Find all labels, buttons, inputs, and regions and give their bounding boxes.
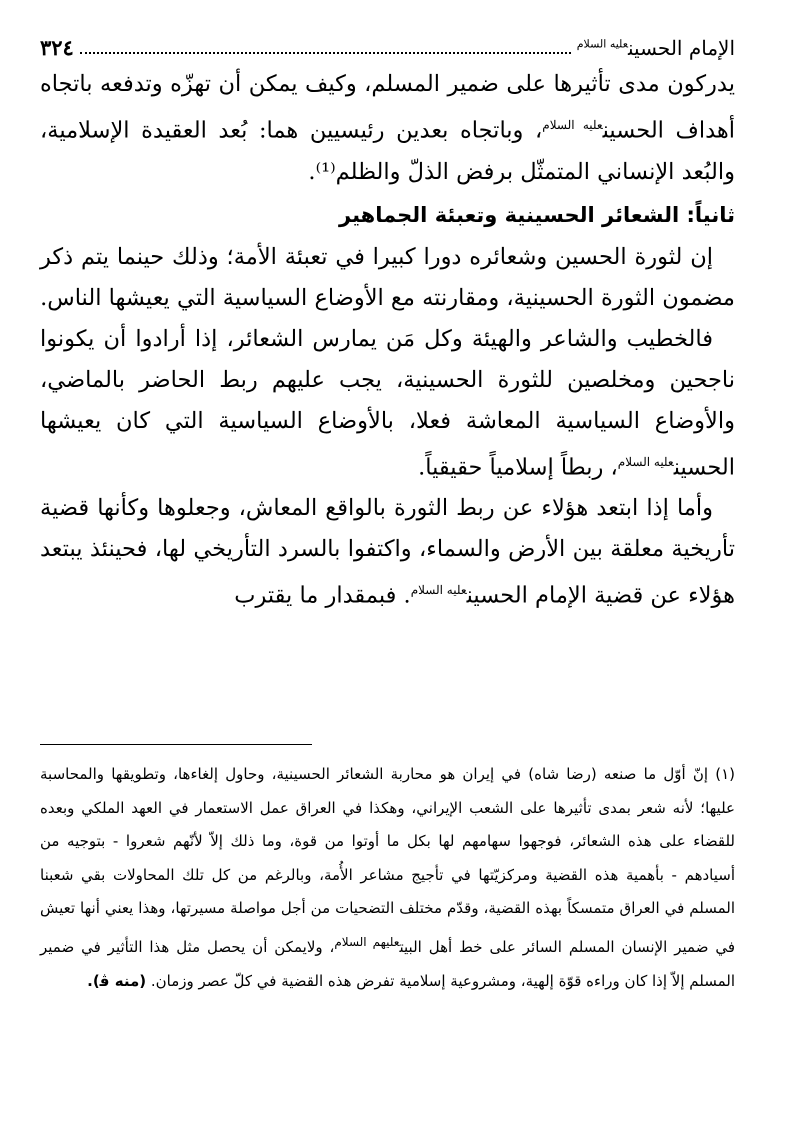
p4-text-a: وأما إذا ابتعد هؤلاء عن ربط الثورة بالواقع المعاش، وجعلوها وكأنها قضية تأريخية معلقة بين الأرض والسماء، واكتفوا بالسرد التأريخي لها، فحينئذ يبتعد هؤلاء عن قضية الإمام الحسين xyxy=(40,495,735,609)
paragraph-4 xyxy=(40,488,735,617)
honorific-mark: عليه السلام xyxy=(542,118,603,132)
main-text xyxy=(40,64,735,617)
p1-line2-a: أهداف الحسين xyxy=(602,117,736,144)
paragraph-2: إن لثورة الحسين وشعائره دورا كبيرا في تعبئة الأمة؛ وذلك حينما يتم ذكر مضمون الثورة الحسينية، ومقارنته مع الأوضاع السياسية التي يعيشها الناس. xyxy=(40,243,735,311)
p1-line2-b: ، وباتجاه بعدين رئيسيين هما: بُعد العقيدة الإسلامية، xyxy=(40,117,543,144)
p4-text-b: . فبمقدار ما يقترب xyxy=(234,582,411,609)
p3-text-a: فالخطيب والشاعر والهيئة وكل مَن يمارس الشعائر، إذا أرادوا أن يكونوا ناجحين ومخلصين للثورة الحسينية، يجب عليهم ربط الحاضر بالماضي، والأوضاع السياسية المعاشة فعلا، بالأوضاع السياسية التي كان يعيشها الحسين xyxy=(40,325,735,480)
running-title xyxy=(577,36,735,60)
honorific-mark: عليهم السلام xyxy=(334,934,400,949)
header-dot-leader xyxy=(80,52,571,54)
running-title-text: الإمام الحسين xyxy=(628,36,735,60)
footnote-text-a: (١) إنّ أوّل ما صنعه (رضا شاه) في إيران هو محاربة الشعائر الحسينية، وحاول إلغاءها، وتطويقها والمحاسبة عليها؛ لأنه شعر بمدى تأثيرها على الشعب الإيراني، وهكذا في العراق عمل الاستعمار في العهد الملكي وبعده للقضاء على هذه الشعائر، فوجهوا سهامهم لها بكل ما أوتوا من قوة، وما ذلك إلاّ لأنّهم شعروا - بتوجيه من أسيادهم - بأهمية هذه القضية ومركزيّتها في تأجيج مشاعر الأُمة، وبالرغم من كل تلك المحاولات بقي شعبنا المسلم في العراق متمسكاً بهذه القضية، وقدّم مختلف التضحيات من أجل مواصلة مسيرتها، وهذا يعني أنها تعيش في ضمير الإنسان المسلم السائر على خط أهل البيت xyxy=(40,765,736,956)
honorific-mark: عليه السلام xyxy=(576,37,629,51)
book-page xyxy=(40,0,735,1144)
paragraph-1 xyxy=(40,64,735,193)
footnote-source-mark: (منه ﭬ). xyxy=(87,971,147,990)
footnote-separator xyxy=(40,744,312,745)
paragraph-3 xyxy=(40,319,735,489)
footnote-1 xyxy=(40,758,735,998)
running-header xyxy=(40,26,735,60)
p1-line1: يدركون مدى تأثيرها على ضمير المسلم، وكيف يمكن أن تهزّه وتدفعه باتجاه xyxy=(40,71,735,97)
honorific-mark: عليه السلام xyxy=(410,583,467,597)
honorific-mark: عليه السلام xyxy=(617,454,674,469)
p3-text-b: ، ربطاً إسلامياً حقيقياً. xyxy=(418,454,618,480)
p1-line3: والبُعد الإنساني المتمثّل برفض الذلّ والظلم⁽¹⁾. xyxy=(308,158,735,185)
page-number: ٣٢٤ xyxy=(40,35,74,60)
section-heading: ثانياً: الشعائر الحسينية وتعبئة الجماهير xyxy=(339,202,735,227)
footnote-text-b: ، ولايمكن أن يحصل مثل هذا التأثير في ضمير المسلم إلاّ إذا كان وراءه قوّة إلهية، ومشروعية إسلامية تفرض هذه القضية في كلّ عصر وزمان. xyxy=(40,937,735,990)
